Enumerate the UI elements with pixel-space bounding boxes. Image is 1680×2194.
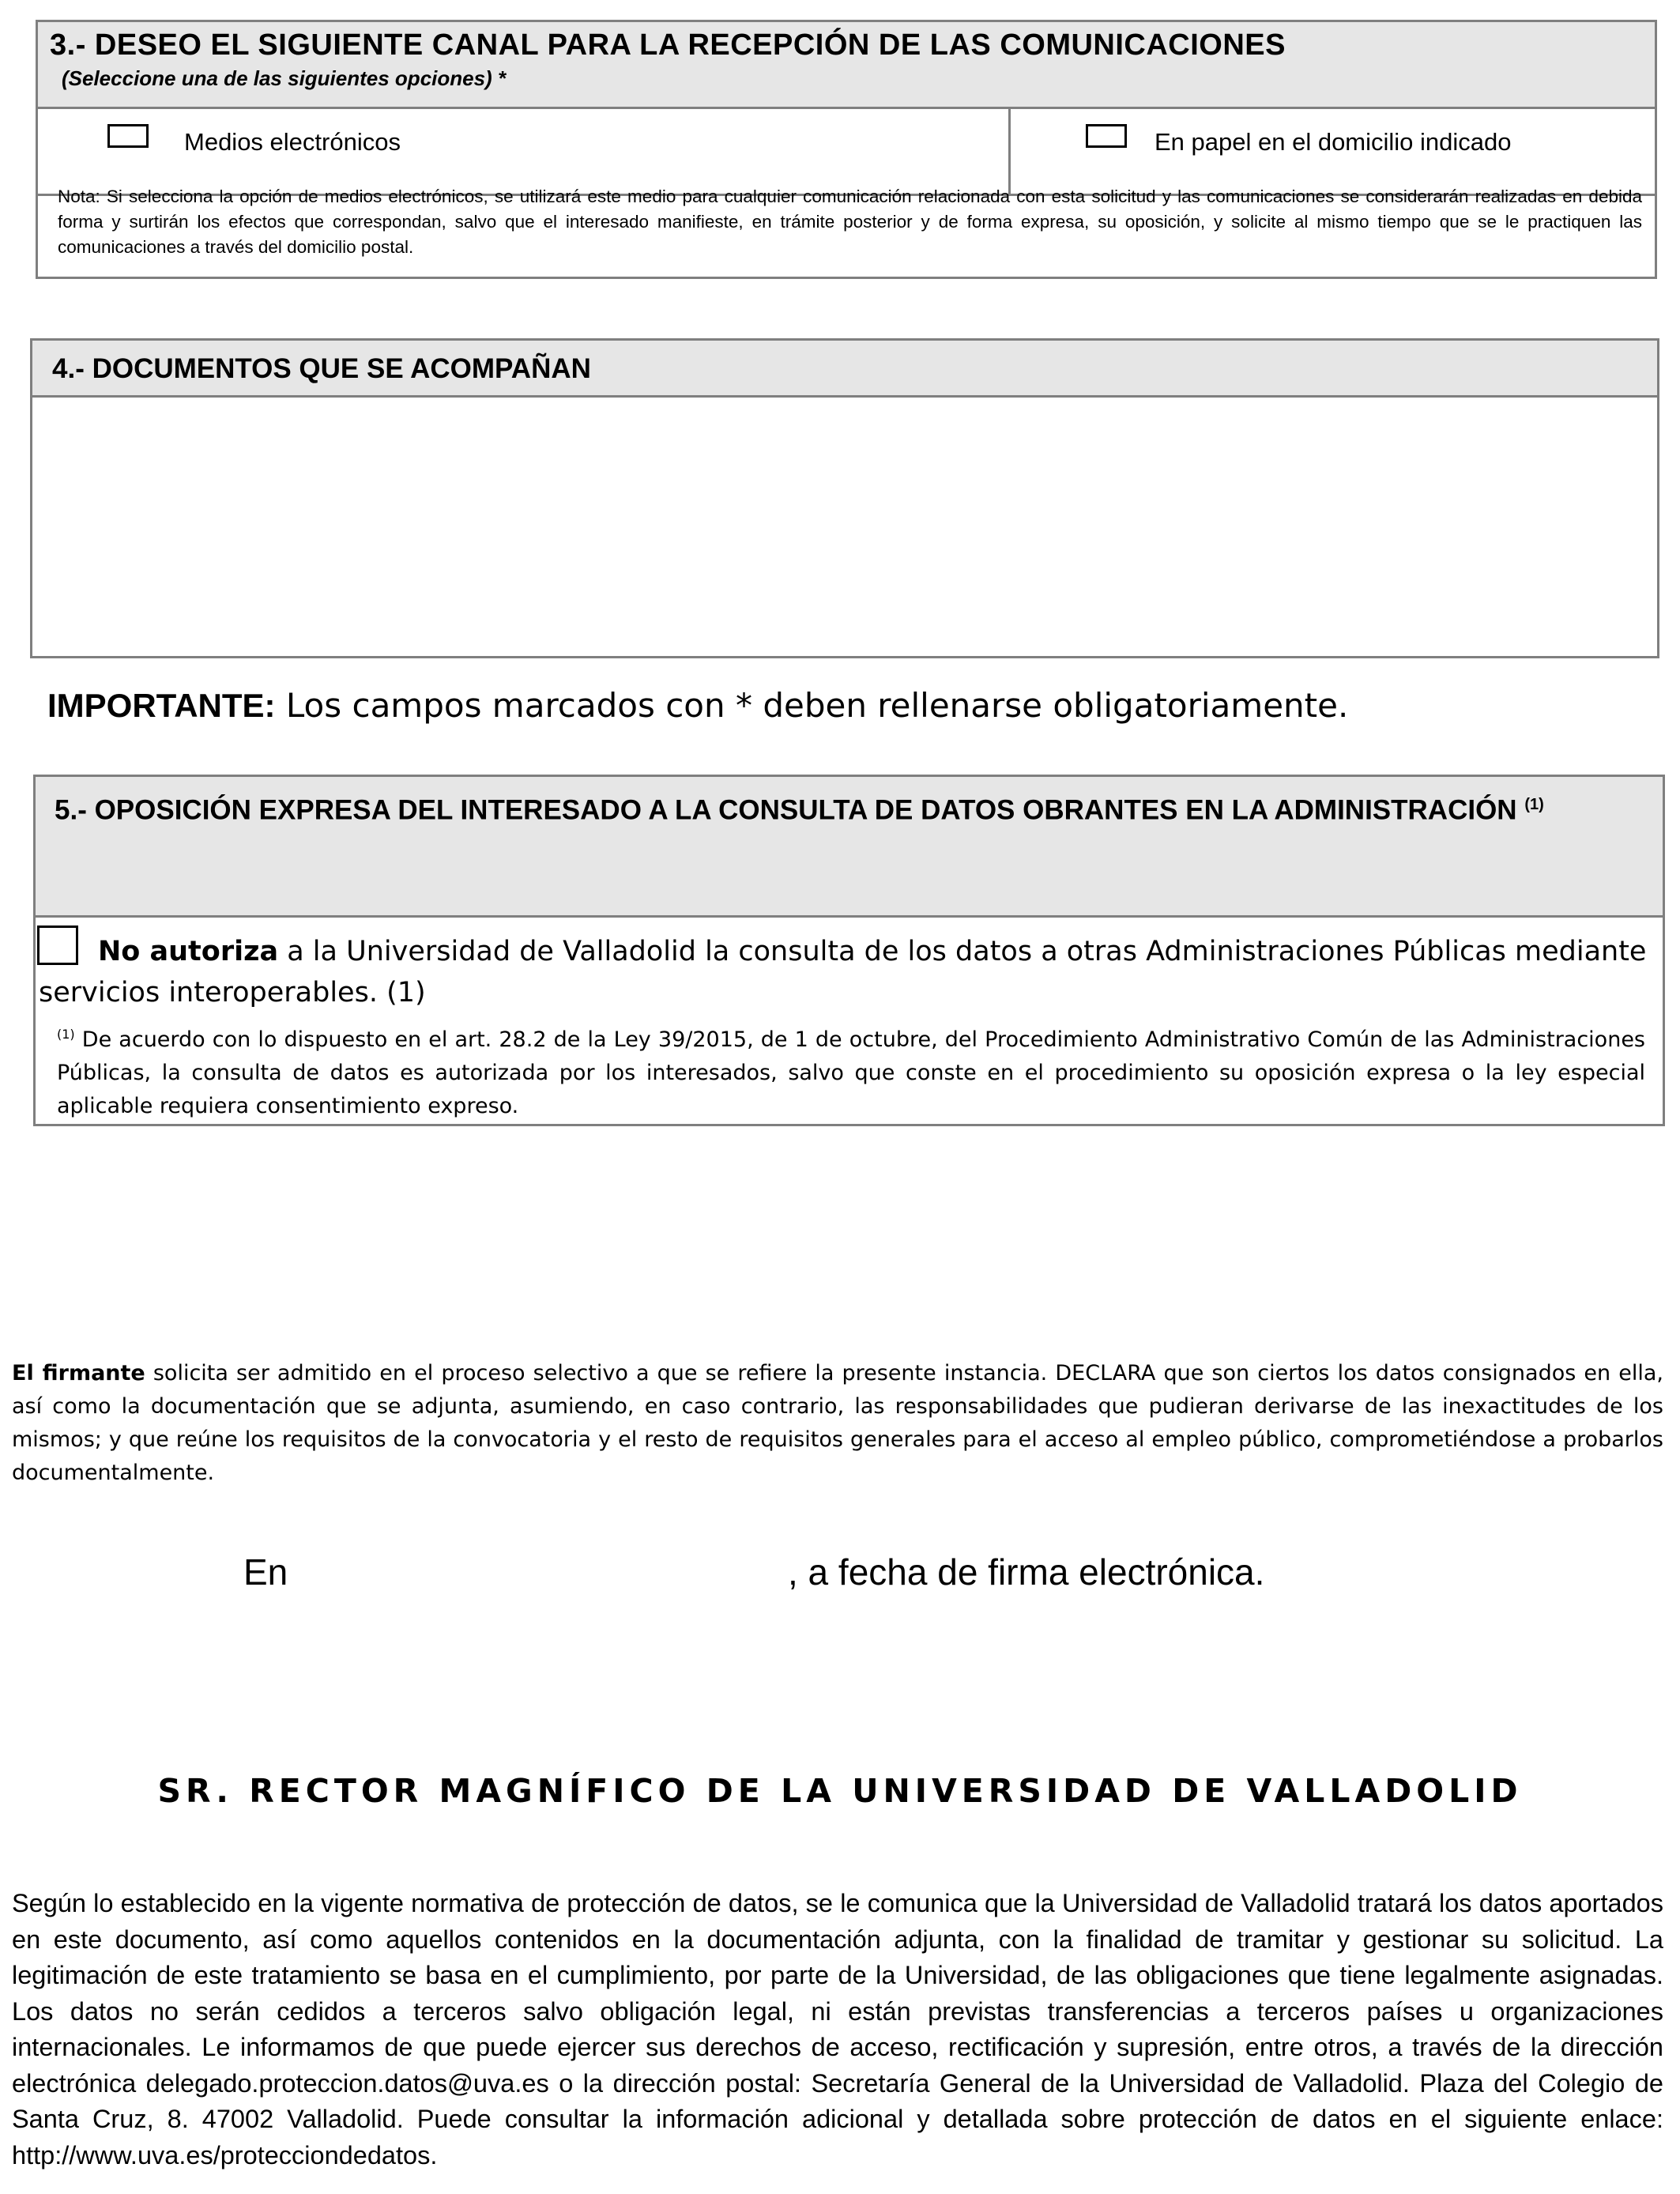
no-authorize-text: a la Universidad de Valladolid la consulta de los datos a otras Administraciones Públicas mediante servicios interoperables. (1) bbox=[39, 936, 1647, 1008]
section-5-title-wrap bbox=[55, 788, 1595, 827]
no-authorize-bold: No autoriza bbox=[98, 936, 279, 967]
section-3-header bbox=[38, 22, 1655, 109]
section-4-attached-documents bbox=[30, 338, 1659, 658]
place-field[interactable] bbox=[308, 1551, 774, 1595]
section-5-header bbox=[36, 777, 1663, 918]
paper-mail-label: En papel en el domicilio indicado bbox=[1155, 128, 1512, 156]
options-divider bbox=[1008, 109, 1011, 194]
place-prefix: En bbox=[243, 1551, 288, 1593]
addressee-heading: SR. RECTOR MAGNÍFICO DE LA UNIVERSIDAD DE VALLADOLID bbox=[157, 1772, 1523, 1810]
section-5-footnote bbox=[57, 1018, 1645, 1123]
section-4-header bbox=[32, 341, 1657, 398]
date-suffix: , a fecha de firma electrónica. bbox=[788, 1551, 1265, 1593]
important-notice bbox=[47, 686, 1348, 725]
section-3-subtitle: (Seleccione una de las siguientes opciones) * bbox=[62, 66, 507, 90]
data-protection-notice: Según lo establecido en la vigente normativa de protección de datos, se le comunica que la Universidad de Valladolid tratará los datos aportados en este documento, así como aquellos contenidos en la documentación adjunta, con la finalidad de tramitar y gestionar su solicitud. La legitimación de este tratamiento se basa en el cumplimiento, por parte de la Universidad, de las obligaciones que tiene legalmente asignadas. Los datos no serán cedidos a terceros salvo obligación legal, ni están previstas transferencias a terceros países u organizaciones internacionales. Le informamos de que puede ejercer sus derechos de acceso, rectificación y supresión, entre otros, a través de la dirección electrónica delegado.proteccion.datos@uva.es o la dirección postal: Secretaría General de la Universidad de Valladolid. Plaza del Colegio de Santa Cruz, 8. 47002 Valladolid. Puede consultar la información adicional y detallada sobre protección de datos en el siguiente enlace: http://www.uva.es/protecciondedatos. bbox=[12, 1889, 1663, 2169]
section-4-title: 4.- DOCUMENTOS QUE SE ACOMPAÑAN bbox=[52, 353, 591, 384]
important-text: Los campos marcados con * deben rellenarse obligatoriamente. bbox=[275, 686, 1349, 725]
important-label: IMPORTANTE: bbox=[47, 687, 276, 724]
no-authorize-statement bbox=[39, 931, 1647, 1013]
section-5-title-footnote-mark: (1) bbox=[1524, 796, 1544, 813]
section-3-communication-channel bbox=[36, 20, 1657, 279]
attached-documents-field[interactable] bbox=[32, 398, 1657, 656]
footnote-text: De acuerdo con lo dispuesto en el art. 28.2 de la Ley 39/2015, de 1 de octubre, del Procedimiento Administrativo Común de las Administraciones Públicas, la consulta de datos es autorizada por los interesados, salvo que conste en el procedimiento su oposición expresa o la ley especial aplicable requiera consentimiento expreso. bbox=[57, 1027, 1645, 1118]
signer-declaration bbox=[12, 1357, 1663, 1490]
paper-mail-checkbox[interactable] bbox=[1086, 124, 1127, 148]
electronic-means-label: Medios electrónicos bbox=[184, 128, 401, 156]
section-5-data-consultation-opposition bbox=[33, 775, 1665, 1126]
section-5-title: 5.- OPOSICIÓN EXPRESA DEL INTERESADO A LA CONSULTA DE DATOS OBRANTES EN LA ADMINISTRACIÓN bbox=[55, 794, 1517, 826]
section-3-note: Nota: Si selecciona la opción de medios electrónicos, se utilizará este medio para cualquier comunicación relacionada con esta solicitud y las comunicaciones se considerarán realizadas en debida forma y surtirán los efectos que correspondan, salvo que el interesado manifieste, en trámite posterior y de forma expresa, su oposición, y solicite al mismo tiempo que se le practiquen las comunicaciones a través del domicilio postal. bbox=[58, 187, 1642, 257]
declaration-bold: El firmante bbox=[12, 1361, 145, 1385]
electronic-means-checkbox[interactable] bbox=[107, 124, 149, 148]
channel-options-row bbox=[38, 109, 1655, 196]
declaration-text: solicita ser admitido en el proceso selectivo a que se refiere la presente instancia. DECLARA que son ciertos los datos consignados en ella, así como la documentación que se adjunta, asumiendo, en caso contrario, las responsabilidades que pudieran derivarse de las inexactitudes de los mismos; y que reúne los requisitos de la convocatoria y el resto de requisitos generales para el acceso al empleo público, comprometiéndose a probarlos documentalmente. bbox=[12, 1361, 1663, 1485]
section-3-title: 3.- DESEO EL SIGUIENTE CANAL PARA LA RECEPCIÓN DE LAS COMUNICACIONES bbox=[50, 28, 1286, 62]
footnote-mark: (1) bbox=[57, 1027, 75, 1042]
